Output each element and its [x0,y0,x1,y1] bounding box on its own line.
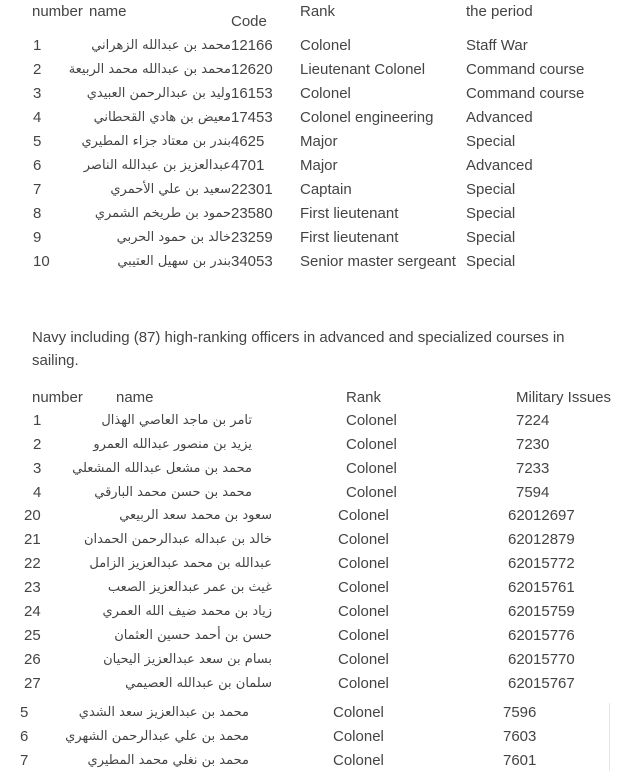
row-number: 1 [33,412,42,429]
row-name: معيض بن هادي القحطاني [93,110,231,125]
header-number: number [32,3,83,20]
row-number: 1 [33,37,42,54]
row-rank: Colonel [333,752,384,769]
row-name: بسام بن سعد عبدالعزيز اليحيان [103,652,272,667]
row-period: Command course [466,85,585,102]
row-rank: Colonel [338,675,389,692]
row-code: 12166 [231,37,273,54]
row-code: 12620 [231,61,273,78]
row-number: 7 [33,181,42,198]
row-code: 17453 [231,109,273,126]
row-rank: First lieutenant [300,229,399,246]
row-rank: Colonel [300,85,351,102]
row-number: 7 [20,752,29,769]
row-rank: Colonel [346,412,397,429]
row-code: 23259 [231,229,273,246]
row-rank: Colonel [338,555,389,572]
row-name: محمد بن مشعل عبدالله المشعلي [72,461,252,476]
header-period: the period [466,3,533,20]
row-number: 24 [24,603,41,620]
row-rank: Colonel [346,436,397,453]
row-period: Staff War [466,37,528,54]
row-military-issue: 7601 [503,752,537,769]
row-military-issue: 7594 [516,484,550,501]
header-name: name [89,3,127,20]
row-rank: Colonel [338,603,389,620]
row-name: محمد بن حسن محمد البارقي [94,485,252,500]
row-number: 25 [24,627,41,644]
row-rank: Colonel [346,484,397,501]
row-name: عبدالعزيز بن عبدالله الناصر [83,158,231,173]
header-rank: Rank [300,3,336,20]
row-name: حمود بن طريخم الشمري [94,206,231,221]
row-military-issue: 62012879 [508,531,575,548]
row-name: زياد بن محمد ضيف الله العمري [102,604,272,619]
row-military-issue: 62015772 [508,555,575,572]
row-number: 3 [33,460,42,477]
row-name: سلمان بن عبدالله العصيمي [125,676,272,691]
row-rank: Captain [300,181,352,198]
row-period: Special [466,253,516,270]
row-name: خالد بن حمود الحربي [116,230,231,245]
header-number: number [32,389,83,406]
row-rank: Colonel engineering [300,109,434,126]
row-number: 4 [33,484,42,501]
row-name: وليد بن عبدالرحمن العبيدي [86,86,231,101]
row-period: Special [466,181,516,198]
row-name: سعود بن محمد سعد الربيعي [119,508,272,523]
row-military-issue: 7596 [503,704,537,721]
row-name: بندر بن سهيل العتيبي [117,254,231,269]
row-period: Special [466,133,516,150]
row-rank: Major [300,133,338,150]
table-divider [609,703,610,771]
row-name: تامر بن ماجد العاصي الهذال [101,413,252,428]
row-code: 22301 [231,181,273,198]
row-number: 8 [33,205,42,222]
row-rank: Colonel [300,37,351,54]
row-period: Advanced [466,157,533,174]
row-code: 23580 [231,205,273,222]
row-rank: Lieutenant Colonel [300,61,426,78]
row-rank: Colonel [346,460,397,477]
header-name: name [116,389,154,406]
row-military-issue: 62015776 [508,627,575,644]
row-period: Special [466,229,516,246]
row-military-issue: 62015767 [508,675,575,692]
row-code: 34053 [231,253,273,270]
row-name: بندر بن معتاد جزاء المطيري [81,134,231,149]
row-rank: Colonel [333,704,384,721]
row-number: 2 [33,436,42,453]
row-name: محمد بن عبدالله محمد الربيعة [68,62,231,77]
row-rank: Colonel [338,531,389,548]
row-name: غيث بن عمر عبدالعزيز الصعب [107,580,272,595]
row-code: 16153 [231,85,273,102]
row-number: 22 [24,555,41,572]
header-military-issues: Military Issues [516,389,612,406]
row-number: 3 [33,85,42,102]
row-code: 4625 [231,133,265,150]
row-number: 20 [24,507,41,524]
row-rank: Senior master sergeant [300,253,456,270]
row-military-issue: 7230 [516,436,550,453]
row-code: 4701 [231,157,265,174]
row-period: Special [466,205,516,222]
row-number: 10 [33,253,50,270]
row-rank: Colonel [338,507,389,524]
row-military-issue: 62015761 [508,579,575,596]
row-name: محمد بن عبدالله الزهراني [91,38,231,53]
row-number: 6 [33,157,42,174]
row-rank: Colonel [333,728,384,745]
row-number: 5 [33,133,42,150]
header-code: Code [231,13,267,30]
row-military-issue: 62015759 [508,603,575,620]
row-name: عبدالله بن محمد عبدالعزيز الزامل [89,556,272,571]
navy-paragraph: Navy including (87) high-ranking officers in advanced and specialized courses in sailing. [32,329,565,369]
row-name: يزيد بن منصور عبدالله العمرو [93,437,252,452]
row-rank: Colonel [338,627,389,644]
row-number: 5 [20,704,29,721]
row-number: 2 [33,61,42,78]
row-military-issue: 62012697 [508,507,575,524]
row-name: محمد بن نغلي محمد المطيري [87,753,249,768]
row-name: حسن بن أحمد حسين العثمان [114,628,272,643]
row-period: Command course [466,61,585,78]
row-rank: Major [300,157,338,174]
row-number: 6 [20,728,29,745]
row-rank: Colonel [338,579,389,596]
row-name: سعيد بن علي الأحمري [110,182,231,197]
row-military-issue: 7233 [516,460,550,477]
row-military-issue: 62015770 [508,651,575,668]
row-number: 23 [24,579,41,596]
row-number: 27 [24,675,41,692]
row-name: محمد بن عبدالعزيز سعد الشدي [78,705,249,720]
row-military-issue: 7603 [503,728,537,745]
row-number: 9 [33,229,42,246]
header-rank: Rank [346,389,382,406]
row-number: 21 [24,531,41,548]
row-rank: Colonel [338,651,389,668]
row-number: 4 [33,109,42,126]
row-number: 26 [24,651,41,668]
row-military-issue: 7224 [516,412,550,429]
row-name: خالد بن عبداله عبدالرحمن الحمدان [83,532,272,547]
row-period: Advanced [466,109,533,126]
row-name: محمد بن علي عبدالرحمن الشهري [65,729,249,744]
row-rank: First lieutenant [300,205,399,222]
